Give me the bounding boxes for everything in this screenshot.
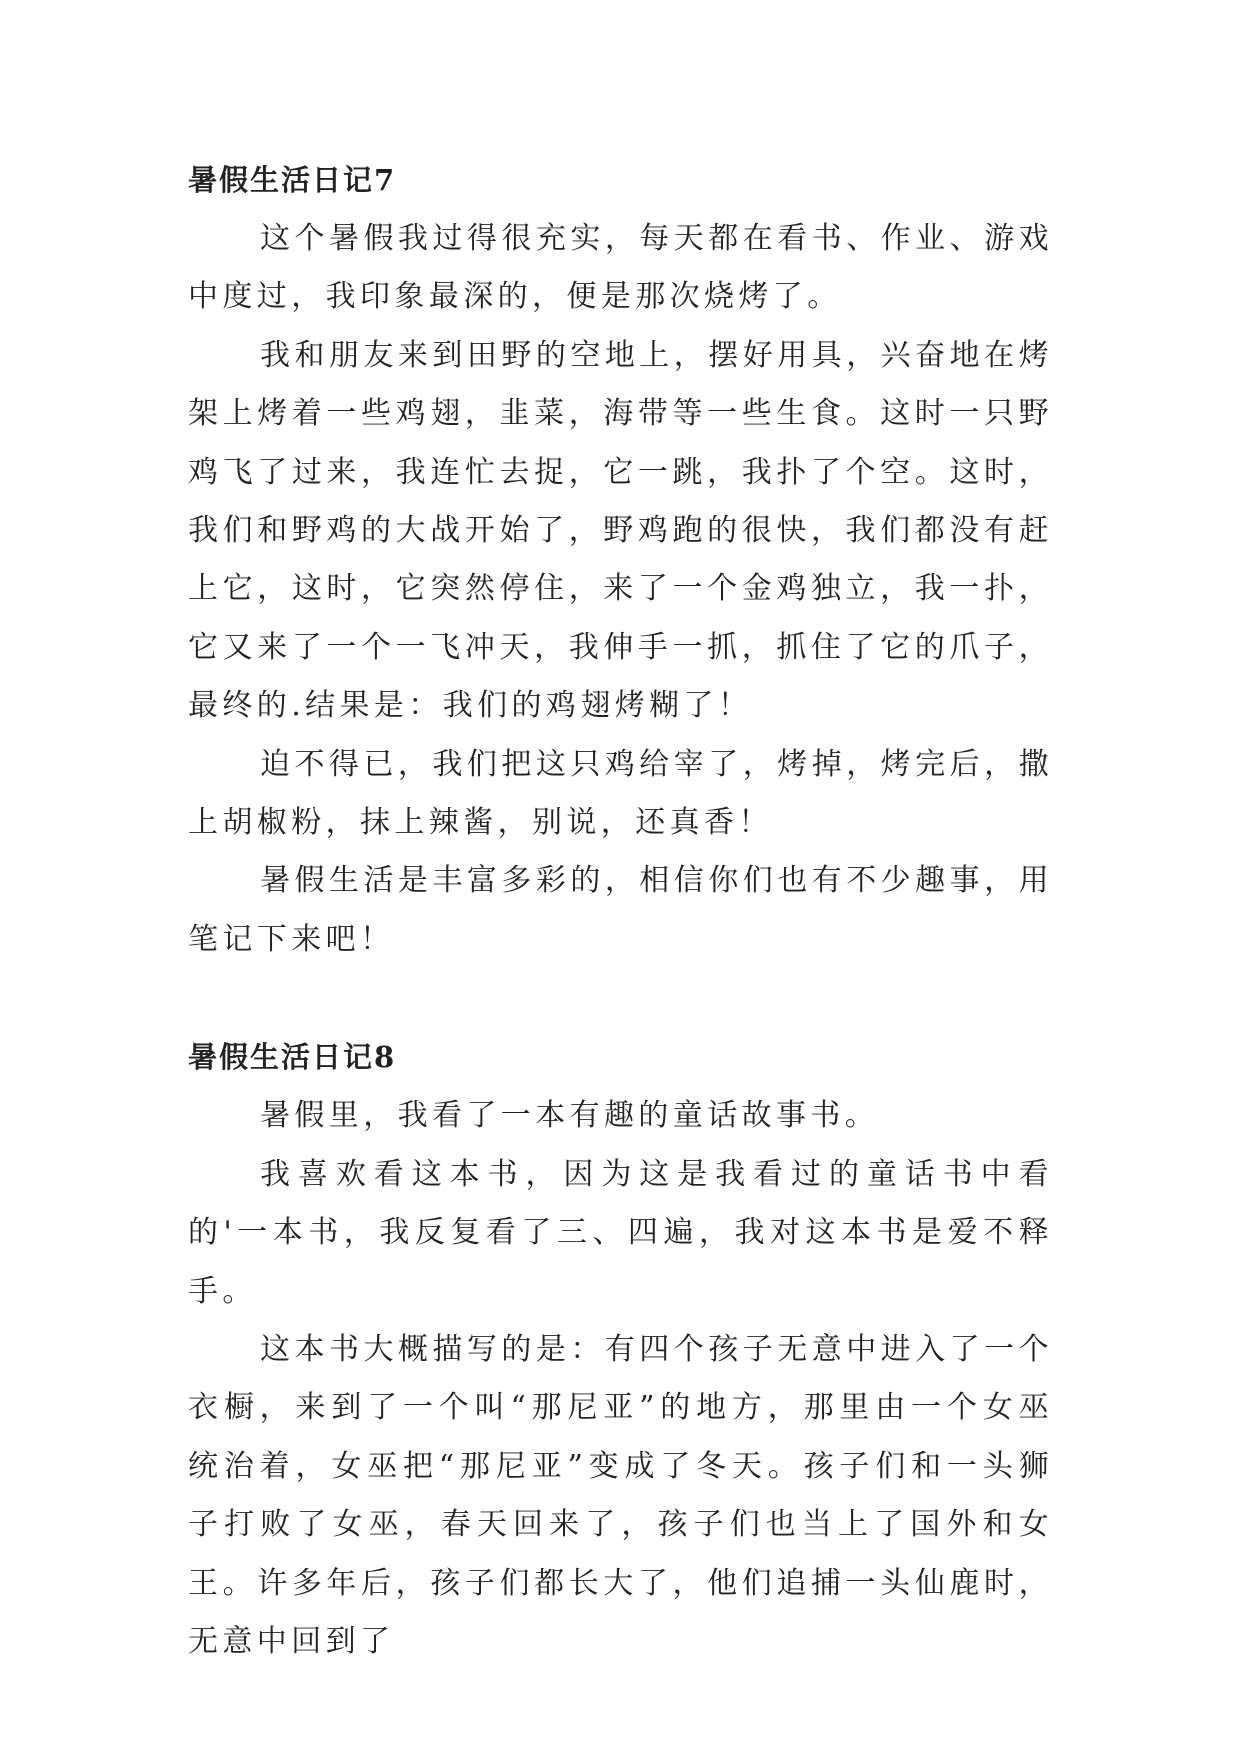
entry-paragraph: 我和朋友来到田野的空地上，摆好用具，兴奋地在烤架上烤着一些鸡翅，韭菜，海带等一些生食。这时一只野鸡飞了过来，我连忙去捉，它一跳，我扑了个空。这时，我们和野鸡的大战开始了，野鸡跑的很快，我们都没有赶上它，这时，它突然停住，来了一个金鸡独立，我一扑，它又来了一个一飞冲天，我伸手一抓，抓住了它的爪子，最终的.结果是：我们的鸡翅烤糊了！	[188, 337, 1053, 724]
entry-paragraph: 暑假里，我看了一本有趣的童话故事书。	[260, 1098, 880, 1134]
diary-entry-7	[188, 150, 1053, 969]
document-body	[188, 150, 1053, 1671]
entry-paragraph: 我喜欢看这本书，因为这是我看过的童话书中看的'一本书，我反复看了三、四遍，我对这本书是爱不释手。	[188, 1156, 1053, 1309]
entry-title: 暑假生活日记7	[188, 163, 397, 197]
entry-paragraph: 暑假生活是丰富多彩的，相信你们也有不少趣事，用笔记下来吧！	[188, 863, 1053, 957]
entry-paragraph: 这本书大概描写的是：有四个孩子无意中进入了一个衣橱，来到了一个叫“那尼亚”的地方，那里由一个女巫统治着，女巫把“那尼亚”变成了冬天。孩子们和一头狮子打败了女巫，春天回来了，孩子们也当上了国外和女王。许多年后，孩子们都长大了，他们追捕一头仙鹿时，无意中回到了	[188, 1331, 1053, 1659]
entry-paragraph: 这个暑假我过得很充实，每天都在看书、作业、游戏中度过，我印象最深的，便是那次烧烤了。	[188, 221, 1053, 315]
entry-paragraph: 迫不得已，我们把这只鸡给宰了，烤掉，烤完后，撒上胡椒粉，抹上辣酱，别说，还真香！	[188, 746, 1053, 841]
entry-title: 暑假生活日记8	[188, 1040, 397, 1075]
diary-entry-8	[188, 1027, 1053, 1671]
